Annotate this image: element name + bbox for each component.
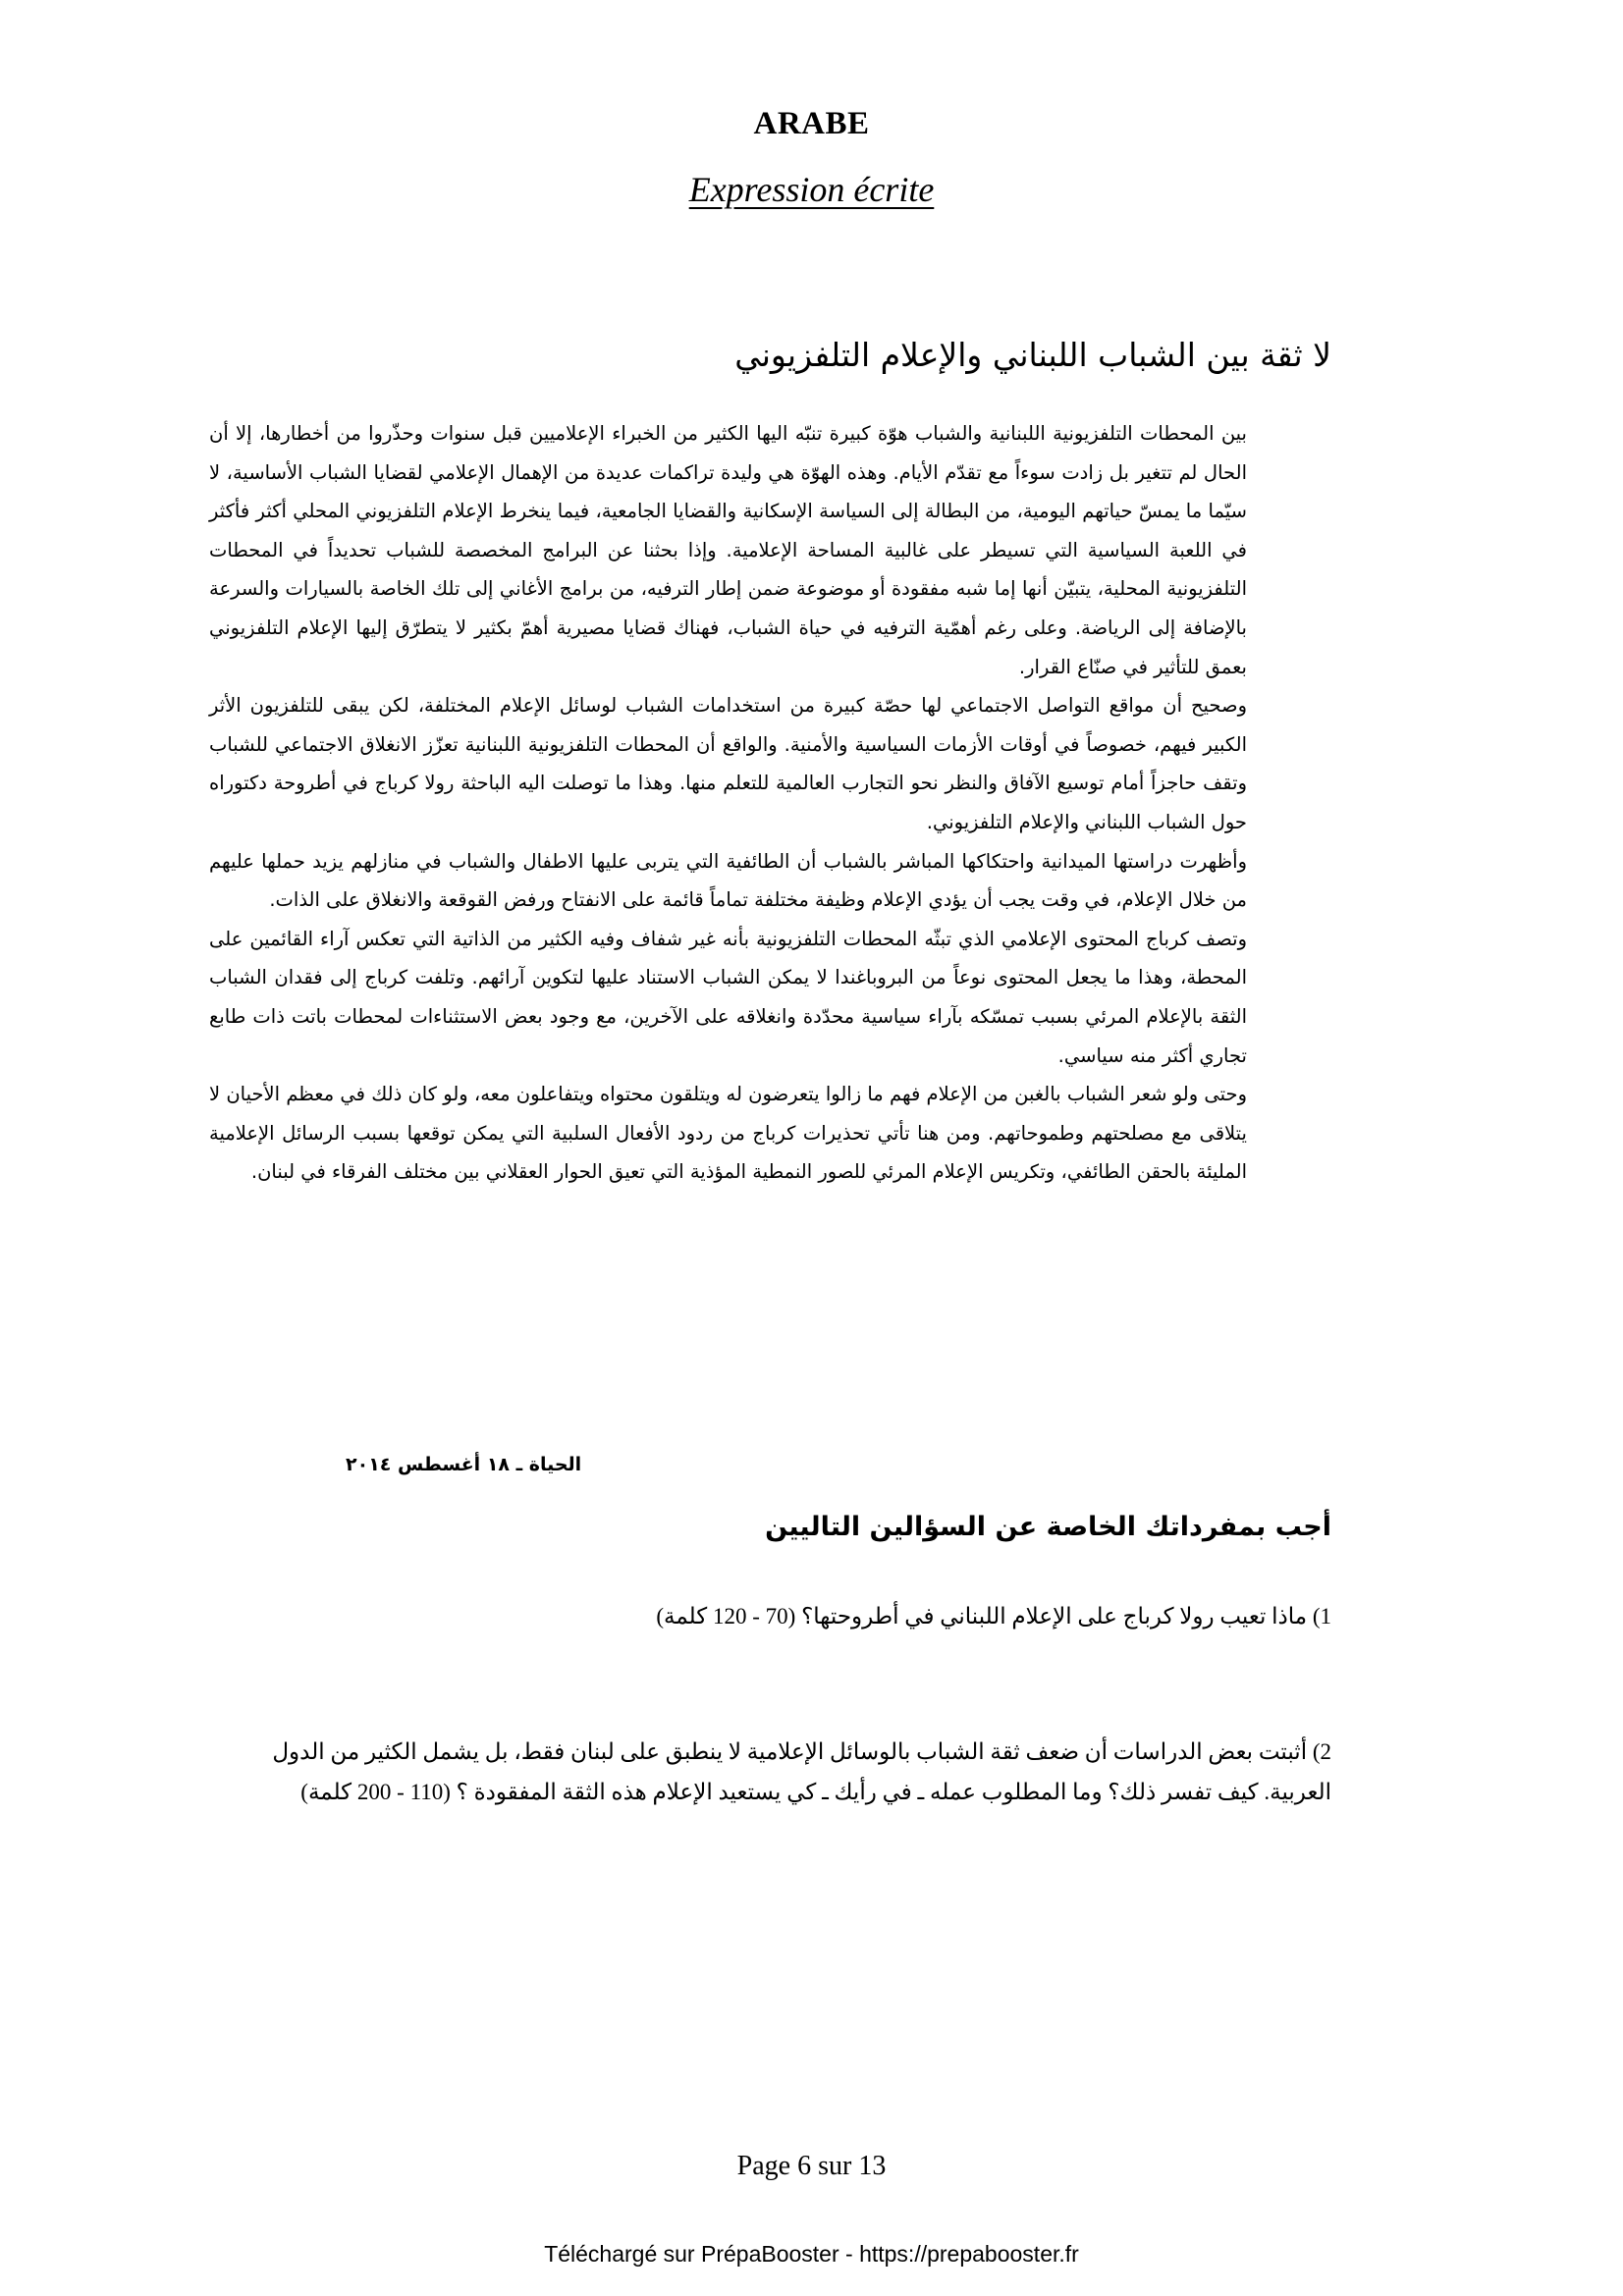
article-paragraph-4: وتصف كرباج المحتوى الإعلامي الذي تبثّه المحطات التلفزيونية بأنه غير شفاف وفيه الكثير من الذاتية التي تعكس آراء القائمين على المحطة، وهذا ما يجعل المحتوى نوعاً من البروباغندا لا يمكن الشباب الاستناد عليها لتكوين آرائهم. وتلفت كرباج إلى فقدان الشباب الثقة بالإعلام المرئي بسبب تمسّكه بآراء سياسية محدّدة وانغلاقه على الآخرين، مع وجود بعض الاستثناءات لمحطات باتت ذات طابع تجاري أكثر منه سياسي. [209, 927, 1247, 1067]
question-1-text: 1) ماذا تعيب رولا كرباج على الإعلام اللبناني في أطروحتها؟ (70 - 120 كلمة) [656, 1604, 1331, 1629]
download-note: Téléchargé sur PrépaBooster - https://prepabooster.fr [544, 2241, 1079, 2267]
article-source: الحياة ـ ١٨ أغسطس ٢٠١٤ [346, 1454, 582, 1475]
exercise-instructions: أجب بمفرداتك الخاصة عن السؤالين التاليين [765, 1512, 1331, 1542]
question-2-text: 2) أثبتت بعض الدراسات أن ضعف ثقة الشباب بالوسائل الإعلامية لا ينطبق على لبنان فقط، بل يشمل الكثير من الدول العربية. كيف تفسر ذلك؟ وما المطلوب عمله ـ في رأيك ـ كي يستعيد الإعلام هذه الثقة المفقودة ؟ (110 - 200 كلمة) [272, 1739, 1331, 1804]
section-heading [0, 169, 1623, 210]
page-number: Page 6 sur 13 [736, 2151, 887, 2181]
subject-heading: ARABE [753, 106, 870, 141]
question-2 [257, 1732, 1331, 1812]
article-paragraph-3: وأظهرت دراستها الميدانية واحتكاكها المباشر بالشباب أن الطائفية التي يتربى عليها الاطفال والشباب في منازلهم يزيد حملها عليهم من خلال الإعلام، في وقت يجب أن يؤدي الإعلام وظيفة مختلفة تماماً قائمة على الانفتاح ورفض القوقعة والانغلاق على الذات. [209, 849, 1247, 912]
article-paragraph-5: وحتى ولو شعر الشباب بالغبن من الإعلام فهم ما زالوا يتعرضون له ويتلقون محتواه ويتفاعلون معه، ولو كان ذلك في معظم الأحيان لا يتلاقى مع مصلحتهم وطموحاتهم. ومن هنا تأتي تحذيرات كرباج من ردود الأفعال السلبية التي يمكن توقعها بسبب الرسائل الإعلامية المليئة بالحقن الطائفي، وتكريس الإعلام المرئي للصور النمطية المؤذية التي تعيق الحوار العقلاني بين مختلف الفرقاء في لبنان. [209, 1083, 1247, 1184]
article-title: لا ثقة بين الشباب اللبناني والإعلام التلفزيوني [734, 336, 1331, 374]
article-body [209, 414, 1247, 1192]
article-paragraph-1: بين المحطات التلفزيونية اللبنانية والشباب هوّة كبيرة تنبّه اليها الكثير من الخبراء الإعلاميين قبل سنوات وحذّروا من أخطارها، إلا أن الحال لم تتغير بل زادت سوءاً مع تقدّم الأيام. وهذه الهوّة هي وليدة تراكمات عديدة من الإهمال الإعلامي لقضايا الشباب الأساسية، لا سيّما ما يمسّ حياتهم اليومية، من البطالة إلى السياسة الإسكانية والقضايا الجامعية، فيما ينخرط الإعلام التلفزيوني المحلي أكثر فأكثر في اللعبة السياسية التي تسيطر على غالبية المساحة الإعلامية. وإذا بحثنا عن البرامج المخصصة للشباب تحديداً في المحطات التلفزيونية المحلية، يتبيّن أنها إما شبه مفقودة أو موضوعة ضمن إطار الترفيه، من برامج الأغاني إلى تلك الخاصة بالسيارات والسرعة بالإضافة إلى الرياضة. وعلى رغم أهمّية الترفيه في حياة الشباب، فهناك قضايا مصيرية أهمّ بكثير لا يتطرّق إليها الإعلام التلفزيوني بعمق للتأثير في صنّاع القرار. [209, 422, 1247, 678]
question-1 [656, 1596, 1331, 1636]
article-paragraph-2: وصحيح أن مواقع التواصل الاجتماعي لها حصّة كبيرة من استخدامات الشباب لوسائل الإعلام المختلفة، لكن يبقى للتلفزيون الأثر الكبير فيهم، خصوصاً في أوقات الأزمات السياسية والأمنية. والواقع أن المحطات التلفزيونية اللبنانية تعزّز الانغلاق الاجتماعي للشباب وتقف حاجزاً أمام توسيع الآفاق والنظر نحو التجارب العالمية للتعلم منها. وهذا ما توصلت اليه الباحثة رولا كرباج في أطروحة دكتوراه حول الشباب اللبناني والإعلام التلفزيوني. [209, 694, 1247, 833]
section-heading-text: Expression écrite [688, 170, 935, 209]
